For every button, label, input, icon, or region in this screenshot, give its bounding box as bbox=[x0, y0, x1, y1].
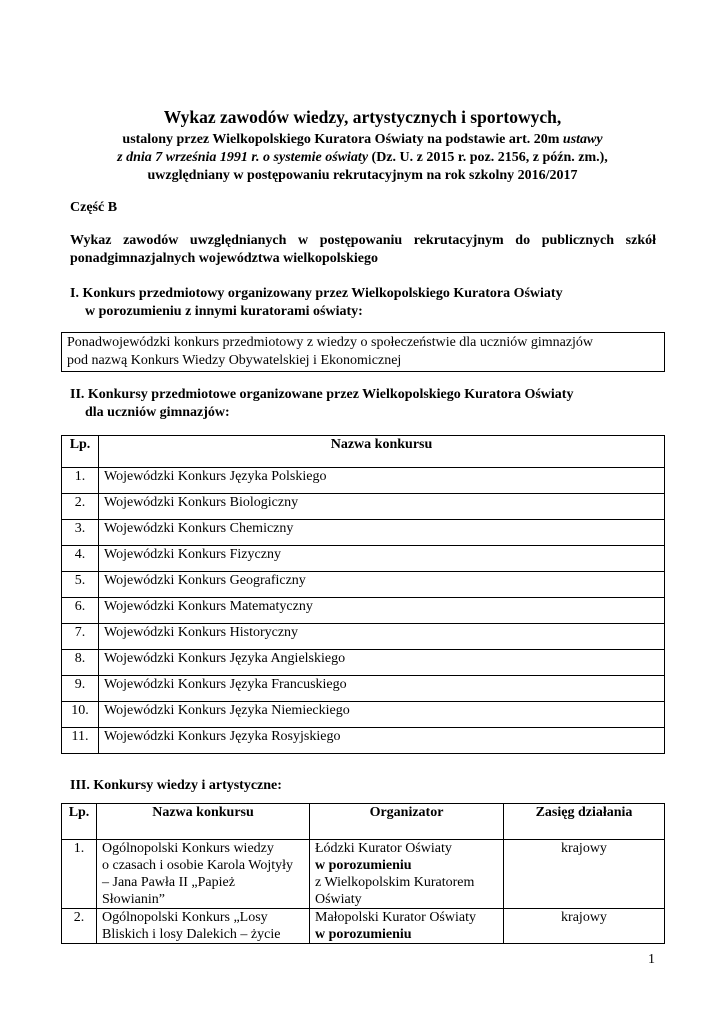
contest-name: Wojewódzki Konkurs Biologiczny bbox=[99, 494, 665, 520]
organizer: Łódzki Kurator Oświaty w porozumieniu z Wielkopolskim Kuratorem Oświaty bbox=[310, 840, 504, 909]
contest-name: Wojewódzki Konkurs Historyczny bbox=[99, 624, 665, 650]
row-number: 3. bbox=[62, 520, 99, 546]
row-number: 8. bbox=[62, 650, 99, 676]
table-row bbox=[62, 909, 665, 944]
document-title: Wykaz zawodów wiedzy, artystycznych i sportowych, bbox=[163, 107, 562, 127]
section-2-table-body bbox=[62, 468, 665, 754]
row-number: 5. bbox=[62, 572, 99, 598]
contest-name: Ogólnopolski Konkurs wiedzy o czasach i osobie Karola Wojtyły – Jana Pawła II „Papież Słowianin” bbox=[97, 840, 310, 909]
contest-name: Ogólnopolski Konkurs „Losy Bliskich i losy Dalekich – życie bbox=[97, 909, 310, 944]
row-number: 7. bbox=[62, 624, 99, 650]
table-row bbox=[62, 494, 665, 520]
contest-name: Wojewódzki Konkurs Geograficzny bbox=[99, 572, 665, 598]
intro-paragraph: Wykaz zawodów uwzględnianych w postępowaniu rekrutacyjnym do publicznych szkół ponadgimnazjalnych województwa wielkopolskiego bbox=[70, 233, 656, 266]
contest-name: Wojewódzki Konkurs Języka Angielskiego bbox=[99, 650, 665, 676]
section-1-box bbox=[61, 332, 665, 372]
table-row bbox=[62, 676, 665, 702]
organizer: Małopolski Kurator Oświaty w porozumieniu bbox=[310, 909, 504, 944]
table-row bbox=[62, 598, 665, 624]
row-number: 4. bbox=[62, 546, 99, 572]
table-row bbox=[62, 546, 665, 572]
page-number: 1 bbox=[648, 952, 655, 967]
section-1-contest: Ponadwojewódzki konkurs przedmiotowy z wiedzy o społeczeństwie dla uczniów gimnazjów pod nazwą Konkurs Wiedzy Obywatelskiej i Ekonomicznej bbox=[62, 333, 665, 372]
contest-name: Wojewódzki Konkurs Języka Polskiego bbox=[99, 468, 665, 494]
scope: krajowy bbox=[504, 840, 665, 909]
column-header-name: Nazwa konkursu bbox=[97, 804, 310, 840]
row-number: 1. bbox=[62, 840, 97, 909]
contest-name: Wojewódzki Konkurs Chemiczny bbox=[99, 520, 665, 546]
section-2-table bbox=[61, 435, 665, 754]
section-3-table bbox=[61, 803, 665, 944]
row-number: 2. bbox=[62, 494, 99, 520]
section-1-heading: I. Konkurs przedmiotowy organizowany przez Wielkopolskiego Kuratora Oświaty w porozumieniu z innymi kuratorami oświaty: bbox=[70, 286, 563, 319]
section-2-heading: II. Konkursy przedmiotowe organizowane przez Wielkopolskiego Kuratora Oświaty dla uczniów gimnazjów: bbox=[70, 387, 574, 420]
table-row bbox=[62, 650, 665, 676]
section-3-heading: III. Konkursy wiedzy i artystyczne: bbox=[70, 778, 282, 793]
row-number: 6. bbox=[62, 598, 99, 624]
contest-name: Wojewódzki Konkurs Języka Francuskiego bbox=[99, 676, 665, 702]
table-row bbox=[62, 702, 665, 728]
row-number: 10. bbox=[62, 702, 99, 728]
row-number: 11. bbox=[62, 728, 99, 754]
column-header-lp: Lp. bbox=[62, 436, 99, 468]
row-number: 1. bbox=[62, 468, 99, 494]
row-number: 9. bbox=[62, 676, 99, 702]
part-label: Część B bbox=[70, 200, 118, 215]
contest-name: Wojewódzki Konkurs Języka Rosyjskiego bbox=[99, 728, 665, 754]
contest-name: Wojewódzki Konkurs Fizyczny bbox=[99, 546, 665, 572]
column-header-scope: Zasięg działania bbox=[504, 804, 665, 840]
contest-name: Wojewódzki Konkurs Języka Niemieckiego bbox=[99, 702, 665, 728]
contest-name: Wojewódzki Konkurs Matematyczny bbox=[99, 598, 665, 624]
row-number: 2. bbox=[62, 909, 97, 944]
table-row bbox=[62, 728, 665, 754]
table-row bbox=[62, 840, 665, 909]
table-row bbox=[62, 624, 665, 650]
document-subtitle: ustalony przez Wielkopolskiego Kuratora Oświaty na podstawie art. 20m ustawy z dnia 7 września 1991 r. o systemie oświaty (Dz. U. z 2015 r. poz. 2156, z późn. zm.), uwzględniany w postępowaniu rekrutacyjnym na rok szkolny 2016/2017 bbox=[117, 132, 608, 183]
table-row bbox=[62, 520, 665, 546]
column-header-lp: Lp. bbox=[62, 804, 97, 840]
scope: krajowy bbox=[504, 909, 665, 944]
table-row bbox=[62, 468, 665, 494]
column-header-organizer: Organizator bbox=[310, 804, 504, 840]
table-row bbox=[62, 572, 665, 598]
column-header-name: Nazwa konkursu bbox=[99, 436, 665, 468]
